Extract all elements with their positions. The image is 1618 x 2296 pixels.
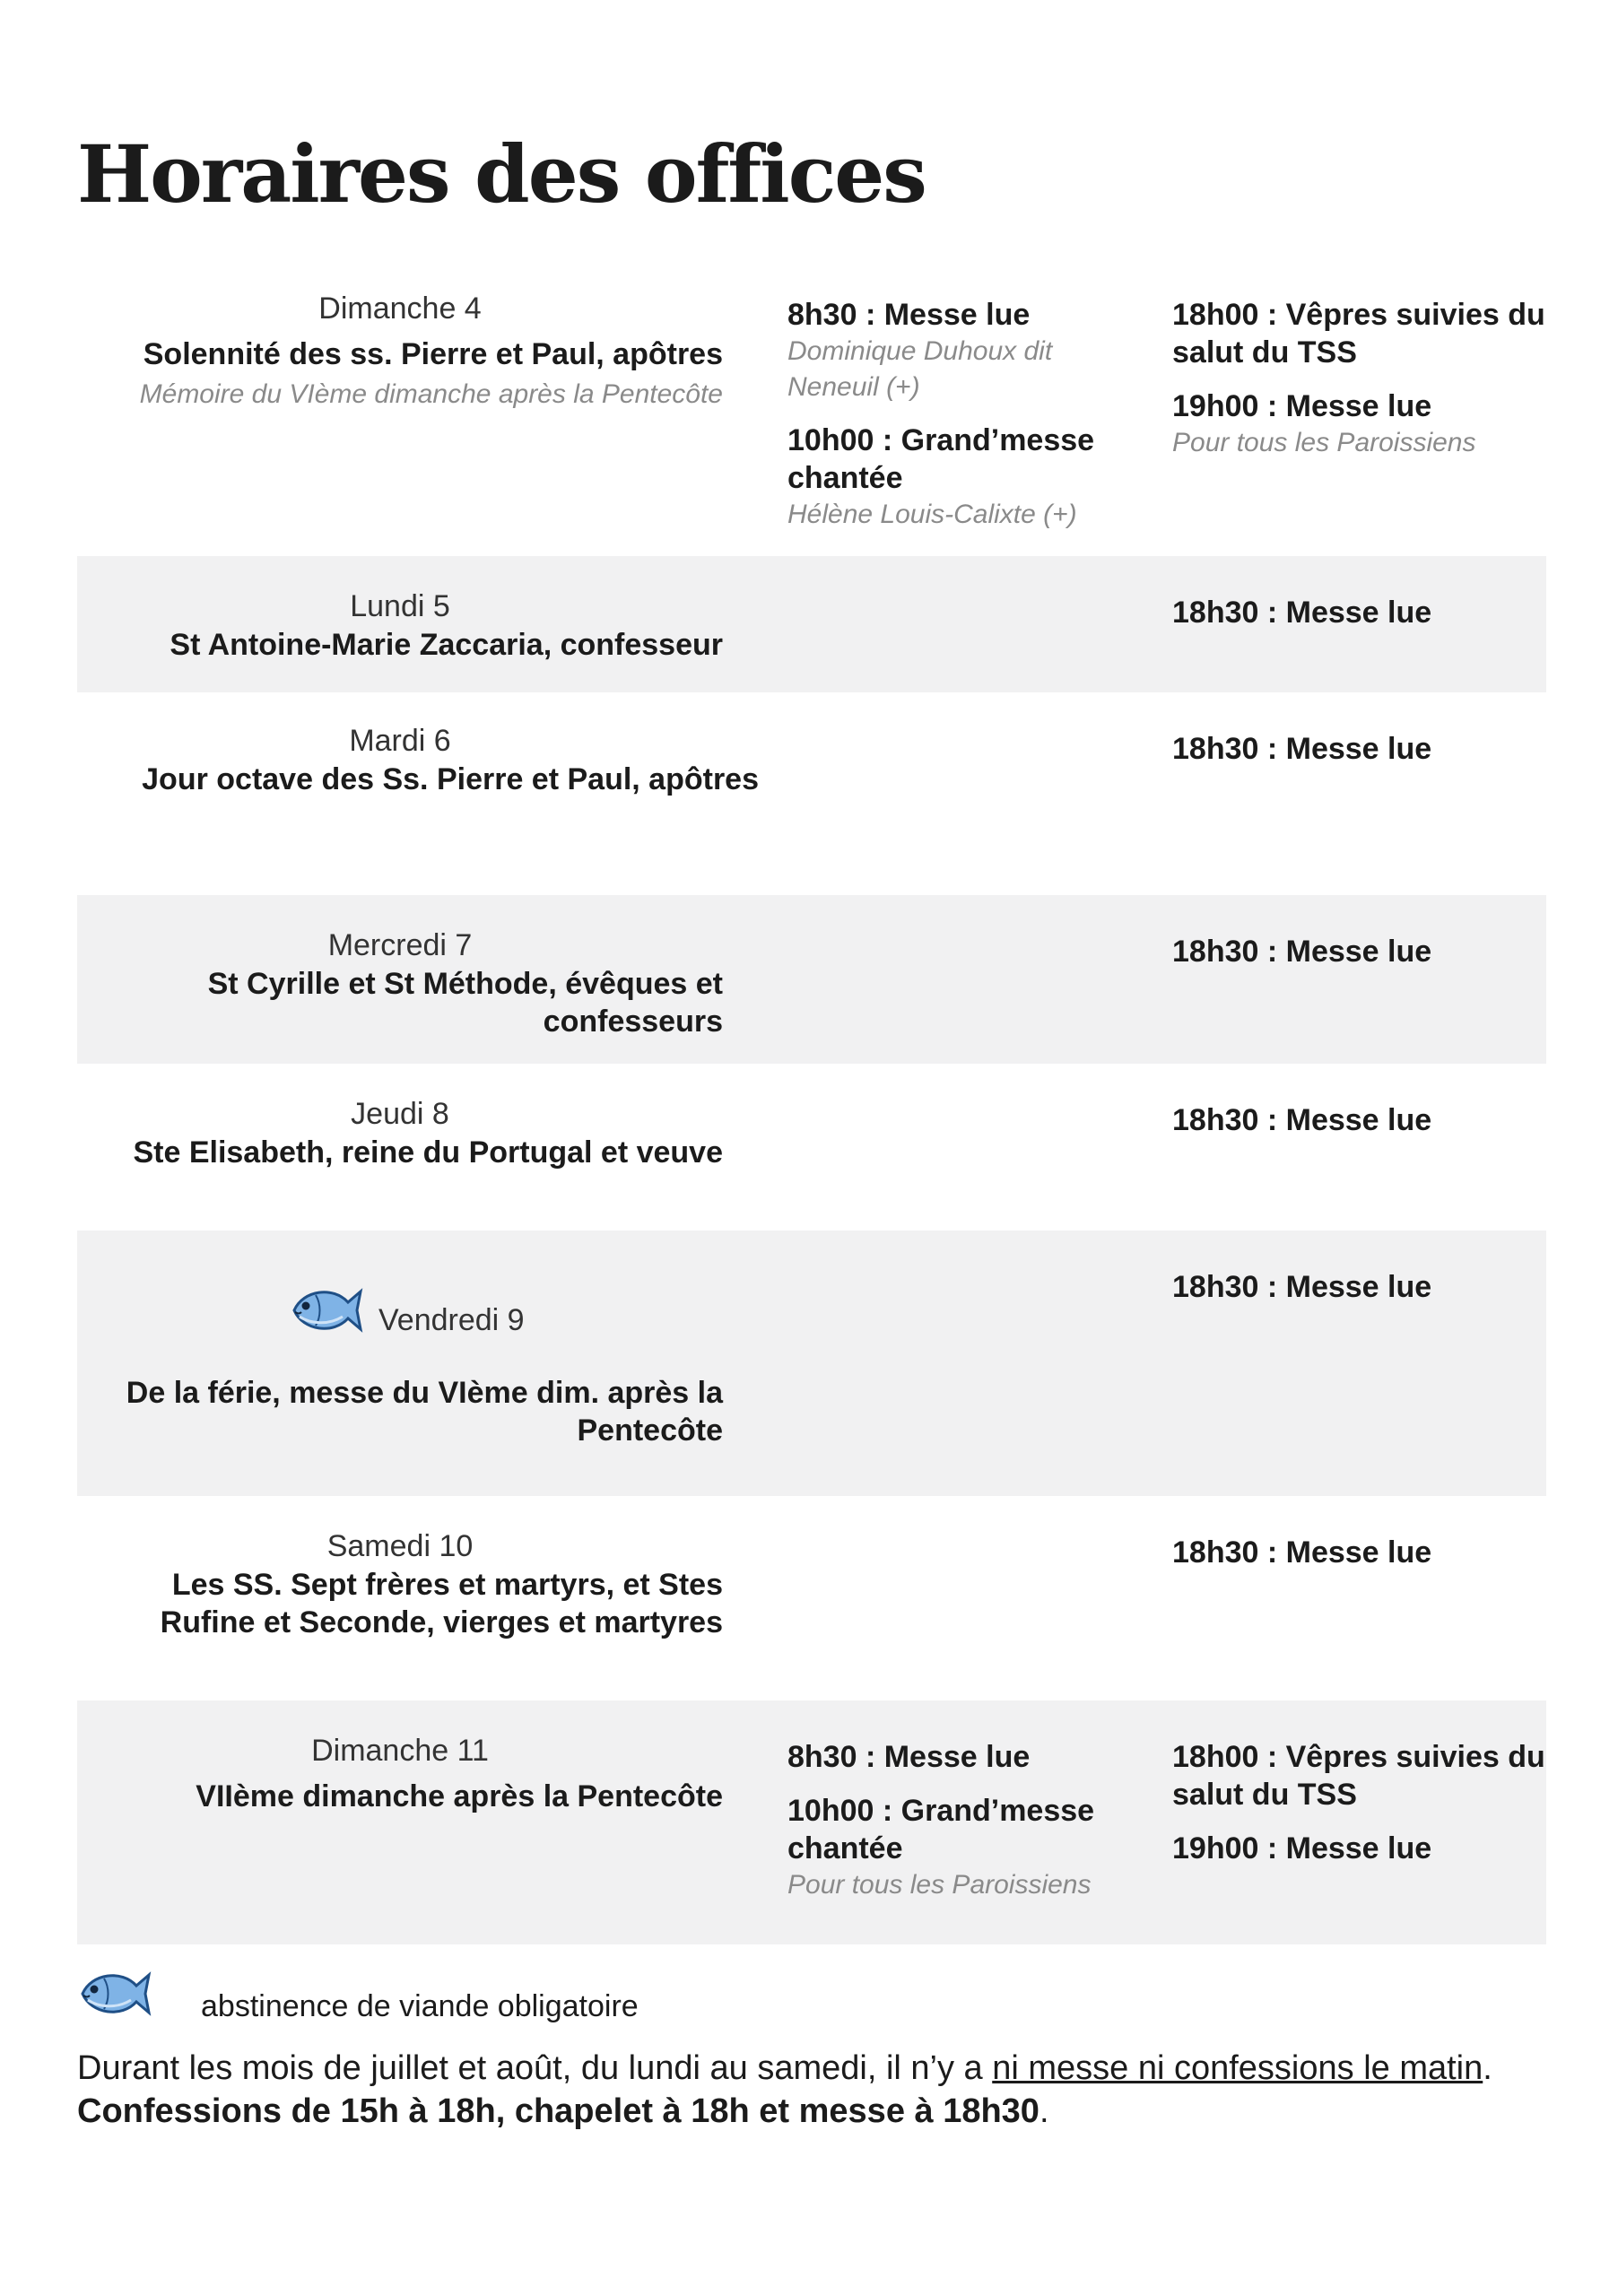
service-time: 18h30 : Messe lue [1172,1270,1432,1304]
page-title: Horaires des offices [77,127,926,221]
schedule-row-tuesday-6 [77,692,1546,895]
day-name: Mardi 6 [349,724,451,758]
schedule-row-wednesday-7 [77,895,1546,1064]
mass-intention: Pour tous les Paroissiens [1172,428,1476,457]
service-time: 10h00 : Grand’messe chantée [787,1794,1095,1866]
day-column [77,1094,723,1171]
mass-intention: Pour tous les Paroissiens [787,1870,1092,1900]
mass-intention: Hélène Louis-Calixte (+) [787,500,1077,529]
note-underlined-text: ni messe ni confessions le matin [992,2049,1483,2087]
summer-note [77,2047,1548,2133]
day-column [77,1281,723,1449]
service-time: 18h30 : Messe lue [1172,732,1432,766]
evening-column [1172,594,1549,631]
service-time: 18h00 : Vêpres suivies du salut du TSS [1172,1740,1545,1812]
service-time: 8h30 : Messe lue [787,1740,1031,1774]
morning-column [787,296,1119,533]
day-name: Vendredi 9 [378,1303,525,1337]
schedule-row-saturday-10 [77,1496,1546,1700]
schedule-row-friday-9 [77,1231,1546,1496]
day-name: Jeudi 8 [351,1097,449,1131]
legend [77,1964,1422,2027]
day-column [77,721,759,798]
mass-intention: Dominique Duhoux dit Neneuil (+) [787,336,1053,402]
service-time: 19h00 : Messe lue [1172,389,1432,423]
fish-icon [77,1964,152,2023]
morning-column [787,1738,1119,1903]
service-time: 18h30 : Messe lue [1172,1535,1432,1570]
schedule-row-sunday-4 [77,289,1546,556]
day-column [77,289,723,413]
feast-title: Ste Elisabeth, reine du Portugal et veuve [133,1135,723,1170]
feast-title: Solennité des ss. Pierre et Paul, apôtres [143,337,723,371]
evening-column [1172,1101,1549,1139]
day-header [77,1281,723,1345]
feast-title: Les SS. Sept frères et martyrs, et Stes Rufine et Seconde, vierges et martyres [160,1568,723,1639]
evening-column [1172,1268,1549,1306]
service-time: 10h00 : Grand’messe chantée [787,423,1095,495]
service-time: 19h00 : Messe lue [1172,1831,1432,1866]
feast-title: St Antoine-Marie Zaccaria, confesseur [170,628,723,662]
service-time: 18h30 : Messe lue [1172,935,1432,969]
evening-column [1172,933,1549,970]
day-column [77,587,723,664]
day-name: Dimanche 11 [311,1734,489,1768]
day-column [77,926,723,1040]
day-name: Samedi 10 [326,1529,474,1563]
feast-title: De la férie, messe du VIème dim. après la Pentecôte [126,1376,723,1448]
day-name: Mercredi 7 [327,928,473,962]
day-column [77,1526,723,1641]
day-name: Dimanche 4 [318,291,482,326]
evening-column [1172,296,1549,461]
feast-title: Jour octave des Ss. Pierre et Paul, apôtres [142,762,759,796]
fish-icon [289,1281,364,1340]
schedule-row-monday-5 [77,556,1546,692]
evening-column [1172,1738,1549,1867]
day-name: Lundi 5 [350,589,450,623]
day-column [77,1731,723,1815]
service-time: 18h30 : Messe lue [1172,1103,1432,1137]
evening-column [1172,730,1549,768]
schedule-row-thursday-8 [77,1064,1546,1231]
feast-title: VIIème dimanche après la Pentecôte [196,1779,723,1813]
note-text: Durant les mois de juillet et août, du lundi au samedi, il n’y a [77,2049,993,2087]
service-time: 18h30 : Messe lue [1172,596,1432,630]
note-bold-text: Confessions de 15h à 18h, chapelet à 18h et messe à 18h30 [77,2092,1040,2130]
schedule-row-sunday-11 [77,1700,1546,1944]
evening-column [1172,1534,1549,1571]
feast-memoire: Mémoire du VIème dimanche après la Pentecôte [139,379,723,409]
feast-title: St Cyrille et St Méthode, évêques et confesseurs [207,967,723,1039]
note-line-2: Confessions de 15h à 18h, chapelet à 18h et messe à 18h30. [77,2092,1049,2130]
service-time: 8h30 : Messe lue [787,298,1031,332]
note-line-1: Durant les mois de juillet et août, du lundi au samedi, il n’y a ni messe ni confessions le matin. [77,2049,1492,2087]
service-time: 18h00 : Vêpres suivies du salut du TSS [1172,298,1545,370]
legend-text: abstinence de viande obligatoire [201,1989,639,2023]
